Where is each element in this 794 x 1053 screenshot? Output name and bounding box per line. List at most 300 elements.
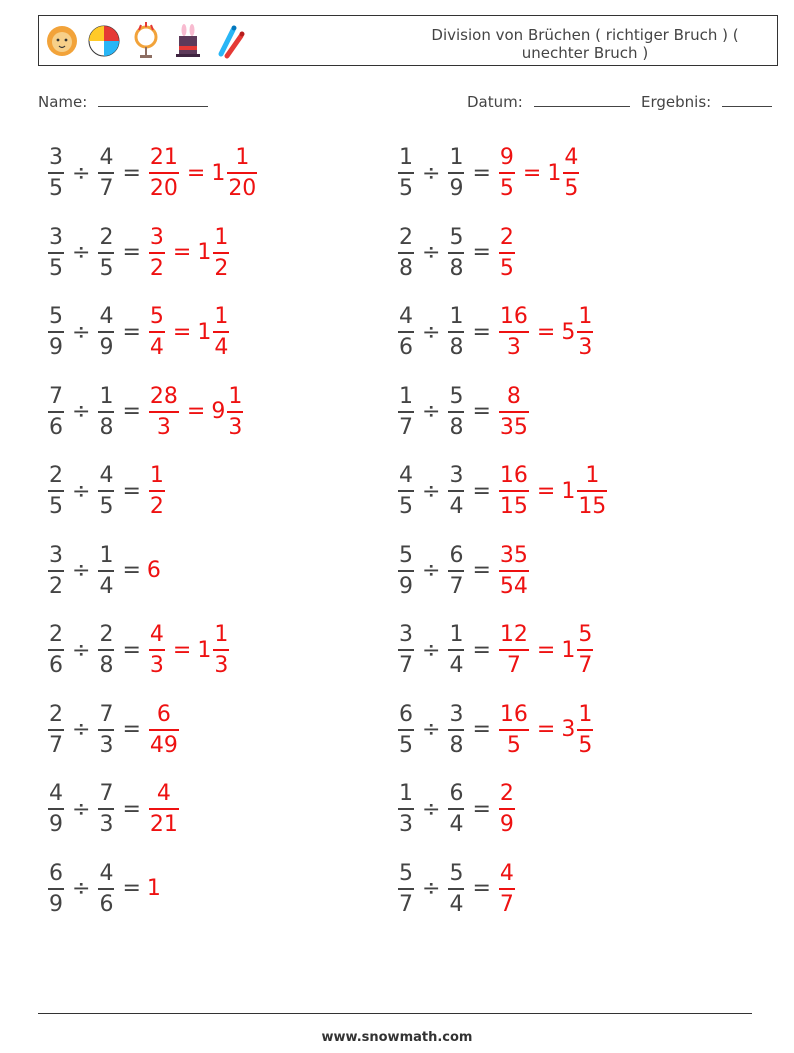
fraction-bar [48,490,64,492]
fraction-bar [149,729,179,731]
equals-sign: = [122,558,141,583]
numerator: 2 [499,224,514,250]
divide-sign: ÷ [72,478,91,504]
problem-item [46,138,259,208]
numerator: 2 [499,781,514,806]
equals-sign: = [122,717,141,742]
numerator: 16 [499,463,528,488]
denominator: 4 [449,812,464,837]
mixed-fraction [563,145,579,201]
equals-sign: = [472,240,491,265]
denominator: 7 [506,653,521,678]
equals-sign: = [122,240,141,265]
fraction-bar [149,252,165,254]
numerator: 5 [399,860,413,886]
fraction-bar [448,490,464,492]
equals-sign: = [522,160,542,186]
answer-whole: 1 [146,876,161,901]
dividend-fraction [48,861,64,917]
mixed-fraction [213,304,229,360]
numerator: 5 [149,304,164,329]
denominator: 3 [228,414,243,440]
header-icons [45,22,247,62]
answer-mixed-number [547,145,581,201]
fraction-bar [48,252,64,254]
mixed-whole: 1 [547,160,562,186]
dividend-fraction [48,304,64,360]
problem-item [396,297,595,367]
divide-sign: ÷ [422,319,441,345]
divide-sign: ÷ [72,717,91,742]
numerator: 1 [578,304,593,329]
dividend-fraction [398,702,414,758]
numerator: 4 [49,781,63,806]
circus-hoop-icon [129,22,163,60]
divisor-fraction [98,622,114,678]
denominator: 6 [49,414,63,440]
equals-sign: = [472,399,491,424]
denominator: 9 [49,891,63,917]
numerator: 5 [449,860,464,886]
fraction-bar [98,331,114,333]
answer-mixed-number [561,304,595,360]
numerator: 4 [149,622,164,647]
fraction-bar [98,888,114,890]
denominator: 4 [449,494,464,519]
fraction-bar [149,411,179,413]
denominator: 7 [499,891,514,917]
fraction-bar [577,649,593,651]
name-line [98,92,208,107]
lion-icon [45,22,79,60]
numerator: 4 [156,781,171,806]
denominator: 3 [156,414,171,440]
dividend-fraction [48,463,64,519]
denominator: 21 [149,812,178,837]
denominator: 7 [399,653,413,678]
answer-fraction [499,384,529,440]
denominator: 7 [99,176,114,201]
denominator: 9 [399,573,413,599]
numerator: 1 [214,224,229,250]
divide-sign: ÷ [72,160,91,186]
fraction-bar [48,172,64,174]
divide-sign: ÷ [72,240,91,265]
equals-sign: = [472,478,491,504]
numerator: 2 [49,622,63,647]
fraction-bar [398,888,414,890]
denominator: 5 [399,176,413,201]
dividend-fraction [398,145,414,201]
numerator: 8 [506,383,521,409]
fraction-bar [499,729,529,731]
fraction-bar [398,411,414,413]
denominator: 2 [149,255,164,281]
fraction-bar [48,331,64,333]
dividend-fraction [48,225,64,281]
denominator: 3 [99,732,114,758]
equals-sign: = [122,319,141,345]
denominator: 9 [499,812,514,837]
fraction-bar [398,808,414,810]
denominator: 9 [49,812,63,837]
equals-sign: = [122,399,141,424]
answer-mixed-number [197,304,231,360]
mixed-whole: 1 [197,240,212,265]
mixed-fraction [577,463,607,519]
denominator: 5 [49,176,63,201]
divide-sign: ÷ [72,399,91,424]
fraction-bar [398,490,414,492]
equals-sign: = [472,876,491,901]
fraction-bar [499,808,515,810]
fraction-bar [98,252,114,254]
juggling-pins-icon [213,22,247,60]
fraction-bar [448,570,464,572]
equals-sign: = [172,240,192,265]
answer-mixed-number [211,384,245,440]
denominator: 7 [449,573,464,599]
fraction-bar [448,252,464,254]
answer-fraction [499,861,515,917]
answer-fraction [499,304,529,360]
denominator: 6 [399,335,413,360]
problem-item [46,297,231,367]
date-field [467,92,630,111]
answer-fraction [149,702,179,758]
equals-sign: = [186,399,206,424]
problem-item [396,138,581,208]
divisor-fraction [448,145,464,201]
fraction-bar [48,808,64,810]
answer-mixed-number [561,622,595,678]
problem-item [46,218,231,288]
divisor-fraction [98,304,114,360]
numerator: 3 [49,145,63,170]
fraction-bar [227,411,243,413]
denominator: 8 [449,414,464,440]
equals-sign: = [172,637,192,663]
divide-sign: ÷ [422,160,441,186]
problem-item [46,377,245,447]
answer-fraction [499,463,529,519]
numerator: 6 [49,860,63,886]
fraction-bar [577,490,607,492]
divide-sign: ÷ [422,876,441,901]
name-field [38,92,208,111]
fraction-bar [563,172,579,174]
date-label: Datum: [467,93,523,111]
mixed-whole: 1 [561,637,576,663]
answer-fraction [149,145,179,201]
denominator: 4 [99,573,114,599]
mixed-whole: 1 [197,319,212,345]
fraction-bar [448,729,464,731]
problem-item [396,774,517,844]
date-line [534,92,630,107]
numerator: 2 [99,224,114,250]
numerator: 1 [449,304,464,329]
fraction-bar [213,331,229,333]
denominator: 54 [499,573,528,599]
fraction-bar [149,649,165,651]
denominator: 7 [49,732,63,758]
fraction-bar [48,649,64,651]
numerator: 7 [49,383,63,409]
divisor-fraction [98,543,114,599]
numerator: 1 [399,781,413,806]
numerator: 4 [99,463,114,488]
numerator: 1 [214,622,229,647]
answer-mixed-number [197,622,231,678]
fraction-bar [98,649,114,651]
denominator: 6 [49,653,63,678]
fraction-bar [499,331,529,333]
numerator: 1 [449,622,464,647]
denominator: 5 [49,494,63,519]
denominator: 5 [399,494,413,519]
denominator: 15 [499,494,528,519]
denominator: 2 [214,255,229,281]
denominator: 7 [399,414,413,440]
numerator: 16 [499,701,528,727]
numerator: 2 [399,224,413,250]
fraction-bar [577,729,593,731]
fraction-bar [398,729,414,731]
fraction-bar [577,331,593,333]
numerator: 12 [499,622,528,647]
magic-hat-icon [171,22,205,60]
score-line [722,92,772,107]
fraction-bar [98,570,114,572]
fraction-bar [448,172,464,174]
numerator: 16 [499,304,528,329]
problem-item [46,615,231,685]
numerator: 7 [99,781,114,806]
dividend-fraction [48,384,64,440]
answer-fraction [499,622,529,678]
problem-item [396,456,609,526]
page-title: Division von Brüchen ( richtiger Bruch ) ( unechter Bruch ) [431,26,739,62]
numerator: 3 [149,224,164,250]
fraction-bar [149,808,179,810]
denominator: 7 [399,891,413,917]
numerator: 4 [99,860,114,886]
numerator: 21 [149,145,178,170]
equals-sign: = [536,637,556,663]
answer-fraction [149,622,165,678]
numerator: 1 [228,383,243,409]
dividend-fraction [48,781,64,837]
mixed-whole: 1 [197,637,212,663]
numerator: 3 [449,463,464,488]
denominator: 5 [399,732,413,758]
divide-sign: ÷ [422,796,441,822]
equals-sign: = [472,637,491,663]
name-label: Name: [38,93,88,111]
numerator: 5 [449,224,464,250]
numerator: 28 [149,383,178,409]
denominator: 8 [99,653,114,678]
numerator: 1 [399,145,413,170]
answer-whole: 6 [146,558,161,583]
numerator: 5 [578,622,593,647]
fraction-bar [499,411,529,413]
dividend-fraction [48,622,64,678]
header-box [38,15,778,66]
numerator: 1 [449,145,464,170]
denominator: 2 [149,494,164,519]
fraction-bar [98,729,114,731]
denominator: 35 [499,414,528,440]
numerator: 4 [399,304,413,329]
denominator: 8 [449,335,464,360]
fraction-bar [448,808,464,810]
numerator: 3 [49,224,63,250]
fraction-bar [213,649,229,651]
beach-ball-icon [87,22,121,60]
denominator: 8 [449,255,464,281]
answer-fraction [149,781,179,837]
denominator: 20 [149,176,178,201]
fraction-bar [98,172,114,174]
denominator: 6 [99,891,114,917]
divisor-fraction [98,702,114,758]
equals-sign: = [536,478,556,504]
numerator: 6 [156,701,171,727]
divide-sign: ÷ [422,637,441,663]
problem-item [396,218,517,288]
score-label: Ergebnis: [641,93,712,111]
problem-item [46,456,167,526]
answer-fraction [149,384,179,440]
mixed-whole: 3 [561,717,576,742]
denominator: 5 [564,176,579,201]
divide-sign: ÷ [72,558,91,583]
equals-sign: = [122,478,141,504]
numerator: 1 [578,701,593,727]
divisor-fraction [98,225,114,281]
denominator: 3 [149,653,164,678]
divide-sign: ÷ [72,319,91,345]
denominator: 4 [449,891,464,917]
fraction-bar [499,252,515,254]
denominator: 5 [506,732,521,758]
equals-sign: = [536,319,556,345]
denominator: 9 [99,335,114,360]
divisor-fraction [448,463,464,519]
numerator: 2 [49,701,63,727]
denominator: 5 [499,176,514,201]
equals-sign: = [172,319,192,345]
dividend-fraction [398,543,414,599]
numerator: 3 [449,701,464,727]
numerator: 2 [99,622,114,647]
divisor-fraction [98,781,114,837]
denominator: 2 [49,573,63,599]
divide-sign: ÷ [72,796,91,822]
mixed-fraction [577,304,593,360]
fraction-bar [149,172,179,174]
mixed-whole: 1 [211,160,226,186]
dividend-fraction [48,145,64,201]
fraction-bar [98,411,114,413]
fraction-bar [48,570,64,572]
divisor-fraction [448,781,464,837]
equals-sign: = [122,160,141,186]
numerator: 1 [585,463,600,488]
divisor-fraction [98,384,114,440]
numerator: 5 [49,304,63,329]
dividend-fraction [398,861,414,917]
answer-fraction [149,304,165,360]
divisor-fraction [448,543,464,599]
denominator: 3 [99,812,114,837]
denominator: 7 [578,653,593,678]
divisor-fraction [98,861,114,917]
divisor-fraction [448,861,464,917]
answer-mixed-number [211,145,259,201]
problem-item [46,774,181,844]
divisor-fraction [98,463,114,519]
numerator: 9 [499,145,514,170]
numerator: 6 [449,781,464,806]
numerator: 1 [99,383,114,409]
dividend-fraction [398,304,414,360]
denominator: 20 [228,176,257,201]
denominator: 4 [149,335,164,360]
fraction-bar [398,570,414,572]
denominator: 4 [449,653,464,678]
problem-item [46,536,161,606]
divide-sign: ÷ [72,637,91,663]
divide-sign: ÷ [422,558,441,583]
fraction-bar [98,490,114,492]
answer-fraction [499,702,529,758]
problem-item [396,695,595,765]
score-field [641,92,772,111]
equals-sign: = [472,160,491,186]
numerator: 4 [564,145,579,170]
divisor-fraction [448,702,464,758]
numerator: 5 [449,383,464,409]
divide-sign: ÷ [422,717,441,742]
equals-sign: = [536,717,556,742]
fraction-bar [48,888,64,890]
denominator: 3 [506,335,521,360]
mixed-whole: 1 [561,478,576,504]
answer-fraction [499,225,515,281]
mixed-whole: 9 [211,399,226,424]
footer-divider [38,1013,752,1014]
divisor-fraction [98,145,114,201]
divide-sign: ÷ [72,876,91,901]
problem-item [46,695,181,765]
denominator: 8 [449,732,464,758]
denominator: 5 [49,255,63,281]
denominator: 5 [99,494,114,519]
fraction-bar [448,649,464,651]
divisor-fraction [448,225,464,281]
divide-sign: ÷ [422,399,441,424]
divide-sign: ÷ [422,478,441,504]
numerator: 5 [399,542,413,568]
fraction-bar [227,172,257,174]
fraction-bar [213,252,229,254]
fraction-bar [499,490,529,492]
mixed-fraction [213,622,229,678]
denominator: 8 [99,414,114,440]
